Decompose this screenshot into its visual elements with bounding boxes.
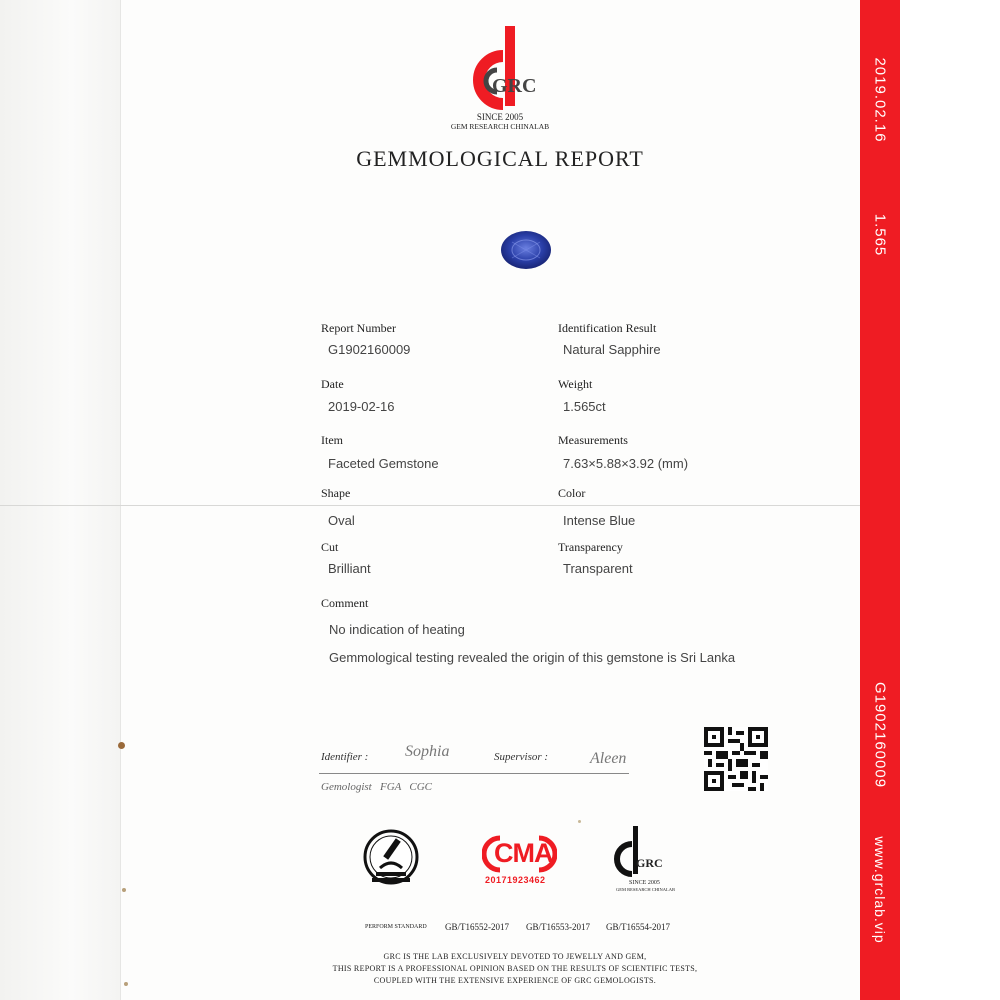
comment-label: Comment [321,596,369,610]
band-date: 2019.02.16 [871,57,889,143]
grc-seal [614,826,674,882]
signature-line [319,773,629,774]
measurements-label: Measurements [558,433,628,447]
supervisor-signature: Aleen [590,750,627,767]
report-number-value: G1902160009 [328,342,411,357]
microscope-seal [362,828,420,888]
report-title: GEMMOLOGICAL REPORT [356,146,644,171]
sapphire-icon [500,230,552,270]
grc-logo-mark-icon [463,26,553,116]
grc-logo-text: GRC [492,75,537,97]
footer-line-1: GRC IS THE LAB EXCLUSIVELY DEVOTED TO JEWELLY AND GEM, [383,952,647,961]
stain-spot [118,742,125,749]
grc-seal-since: SINCE 2005 [629,880,660,886]
date-value: 2019-02-16 [328,399,395,414]
qr-code-icon [704,727,768,791]
item-label: Item [321,433,343,447]
cma-number: 20171923462 [485,875,546,885]
identifier-label: Identifier : [321,751,369,763]
color-label: Color [558,486,586,500]
stain-spot [124,982,128,986]
shape-label: Shape [321,486,351,500]
report-number-label: Report Number [321,321,396,335]
grc-logo [463,26,553,116]
item-value: Faceted Gemstone [328,456,439,471]
footer-line-3: COUPLED WITH THE EXTENSIVE EXPERIENCE OF GRC GEMOLOGISTS. [373,976,657,985]
lab-name: GEM RESEARCH CHINALAB [450,122,550,131]
right-margin [900,0,1000,1000]
identification-label: Identification Result [558,321,657,335]
qr-code[interactable] [704,727,768,791]
since-text: SINCE 2005 [476,112,524,122]
standard-1: GB/T16552-2017 [445,922,509,932]
cut-value: Brilliant [328,561,371,576]
standard-3: GB/T16554-2017 [606,922,670,932]
band-weight: 1.565 [871,213,889,257]
band-report-number: G1902160009 [871,681,889,789]
microscope-icon [362,828,420,888]
perform-standard-label: PERFORM STANDARD [365,924,427,930]
identification-value: Natural Sapphire [563,342,661,357]
cma-text: CMA [494,838,553,868]
footer-line-2: THIS REPORT IS A PROFESSIONAL OPINION BASED ON THE RESULTS OF SCIENTIFIC TESTS, [332,964,698,973]
color-value: Intense Blue [563,513,636,528]
comment-line-1: No indication of heating [329,622,465,637]
cut-label: Cut [321,540,339,554]
comment-line-2: Gemmological testing revealed the origin of this gemstone is Sri Lanka [329,650,736,665]
identifier-signature: Sophia [405,743,450,760]
weight-value: 1.565ct [563,399,606,414]
measurements-value: 7.63×5.88×3.92 (mm) [563,456,689,471]
gemologist-credentials: Gemologist FGA CGC [321,781,433,793]
grc-seal-icon [614,826,674,882]
grc-seal-lab: GEM RESEARCH CHINALAB [616,887,676,892]
transparency-value: Transparent [563,561,633,576]
weight-label: Weight [558,377,593,391]
date-label: Date [321,377,344,391]
band-website: www.grclab.vip [872,836,888,944]
transparency-label: Transparency [558,540,623,554]
stain-spot [578,820,581,823]
grc-seal-text: GRC [636,856,663,870]
standard-2: GB/T16553-2017 [526,922,590,932]
shape-value: Oval [328,513,355,528]
stain-spot [122,888,126,892]
supervisor-label: Supervisor : [494,751,549,763]
gemstone-image [500,230,552,270]
fold-line [0,505,860,506]
